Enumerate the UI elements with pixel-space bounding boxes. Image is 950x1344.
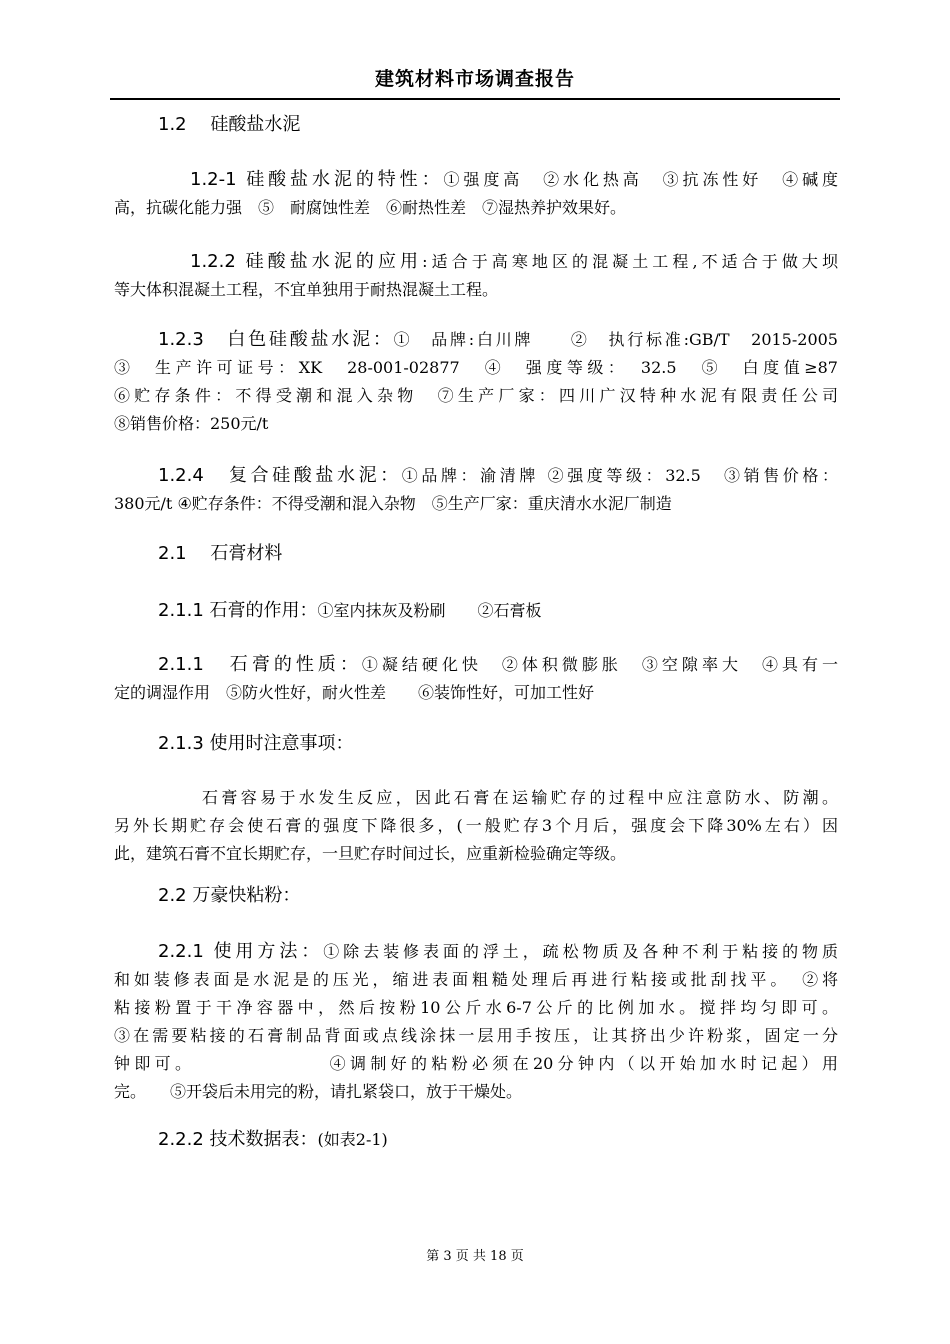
section-2-1 (114, 540, 838, 568)
section-2-2-2 (114, 1126, 838, 1154)
section-2-1-3 (114, 730, 838, 758)
paragraph-line: 1.2.3 白色硅酸盐水泥：① 品牌:白川牌 ② 执行标准:GB/T 2015-2005 (158, 329, 838, 350)
paragraph-line: 定的调湿作用 ⑤防火性好，耐火性差 ⑥装饰性好，可加工性好 (114, 683, 595, 702)
paragraph-line: 1.2.2 硅酸盐水泥的应用:适合于高寒地区的混凝土工程,不适合于做大坝 (190, 251, 838, 272)
paragraph-line: 和如装修表面是水泥是的压光，缩进表面粗糙处理后再进行粘接或批刮找平。 ②将 (114, 970, 838, 989)
paragraph-line: 此，建筑石膏不宜长期贮存，一旦贮存时间过长，应重新检验确定等级。 (114, 844, 627, 863)
section-1-2-3 (114, 326, 838, 438)
section-2-1-1-uses-heading: 2.1.1 石膏的作用： (158, 600, 318, 621)
running-header-title: 建筑材料市场调查报告 (374, 68, 575, 90)
paragraph-line: ⑧销售价格：250元/t (114, 414, 269, 433)
section-2-1-3-heading: 2.1.3 使用时注意事项： (158, 733, 354, 754)
paragraph-line: 另外长期贮存会使石膏的强度下降很多，(一般贮存3个月后，强度会下降30%左右）因 (114, 816, 838, 835)
section-2-2-1-heading: 2.2.1 使用方法： (158, 941, 324, 962)
section-1-2 (114, 111, 838, 139)
section-1-2-3-heading: 1.2.3 白色硅酸盐水泥： (158, 329, 394, 350)
paragraph-line: 2.1.1 石膏的性质：①凝结硬化快 ②体积微膨胀 ③空隙率大 ④具有一 (158, 654, 838, 675)
section-1-2-1 (114, 166, 838, 222)
section-2-2-2-heading: 2.2.2 技术数据表： (158, 1129, 318, 1150)
section-2-2 (114, 882, 838, 910)
paragraph-line: 等大体积混凝土工程，不宜单独用于耐热混凝土工程。 (114, 280, 499, 299)
section-1-2-2-heading: 1.2.2 硅酸盐水泥的应用 (190, 251, 423, 272)
paragraph-line: 2.1.1 石膏的作用：①室内抹灰及粉刷 ②石膏板 (158, 600, 542, 621)
section-2-1-1-uses (114, 597, 838, 625)
table-reference: (如表2-1) (317, 1130, 388, 1149)
paragraph-line: 完。 ⑤开袋后未用完的粉，请扎紧袋口，放于干燥处。 (114, 1082, 523, 1101)
paragraph-line: 1.2-1 硅酸盐水泥的特性：①强度高 ②水化热高 ③抗冻性好 ④碱度 (190, 169, 838, 190)
header-rule (110, 98, 840, 100)
section-2-1-3-body (114, 784, 838, 868)
paragraph-line: 380元/t ④贮存条件：不得受潮和混入杂物 ⑤生产厂家：重庆清水水泥厂制造 (114, 494, 672, 513)
section-2-1-1-properties-heading: 2.1.1 石膏的性质： (158, 654, 362, 675)
section-2-1-1-properties (114, 651, 838, 707)
section-1-2-4 (114, 462, 838, 518)
section-1-2-title: 1.2 硅酸盐水泥 (158, 114, 301, 135)
section-2-1-title: 2.1 石膏材料 (158, 543, 283, 564)
paragraph-line: 高，抗碳化能力强 ⑤ 耐腐蚀性差 ⑥耐热性差 ⑦湿热养护效果好。 (114, 198, 627, 217)
section-2-2-1 (114, 938, 838, 1106)
paragraph-line: ③在需要粘接的石膏制品背面或点线涂抹一层用手按压，让其挤出少许粉浆，固定一分 (114, 1026, 838, 1045)
section-1-2-4-heading: 1.2.4 复合硅酸盐水泥： (158, 465, 402, 486)
section-2-2-title: 2.2 万豪快粘粉： (158, 885, 301, 906)
paragraph-line: ③ 生产许可证号：XK 28-001-02877 ④ 强度等级： 32.5 ⑤ 白度值≥87 (114, 358, 838, 377)
paragraph-line: 1.2.4 复合硅酸盐水泥：①品牌：渝清牌 ②强度等级：32.5 ③销售价格： (158, 465, 838, 486)
paragraph-line: 石膏容易于水发生反应，因此石膏在运输贮存的过程中应注意防水、防潮。 (202, 788, 838, 807)
section-1-2-2 (114, 248, 838, 304)
paragraph-line: 钟即可。 ④调制好的粘粉必须在20分钟内（以开始加水时记起）用 (114, 1054, 838, 1073)
section-1-2-1-heading: 1.2-1 硅酸盐水泥的特性： (190, 169, 444, 190)
paragraph-line: 粘接粉置于干净容器中，然后按粉10公斤水6-7公斤的比例加水。搅拌均匀即可。 (114, 998, 838, 1017)
paragraph-line: 2.2.1 使用方法：①除去装修表面的浮土，疏松物质及各种不利于粘接的物质 (158, 941, 838, 962)
page-footer: 第 3 页 共 18 页 (426, 1249, 524, 1264)
paragraph-line (114, 1126, 838, 1154)
paragraph-line: ⑥贮存条件：不得受潮和混入杂物 ⑦生产厂家：四川广汉特种水泥有限责任公司 (114, 386, 838, 405)
